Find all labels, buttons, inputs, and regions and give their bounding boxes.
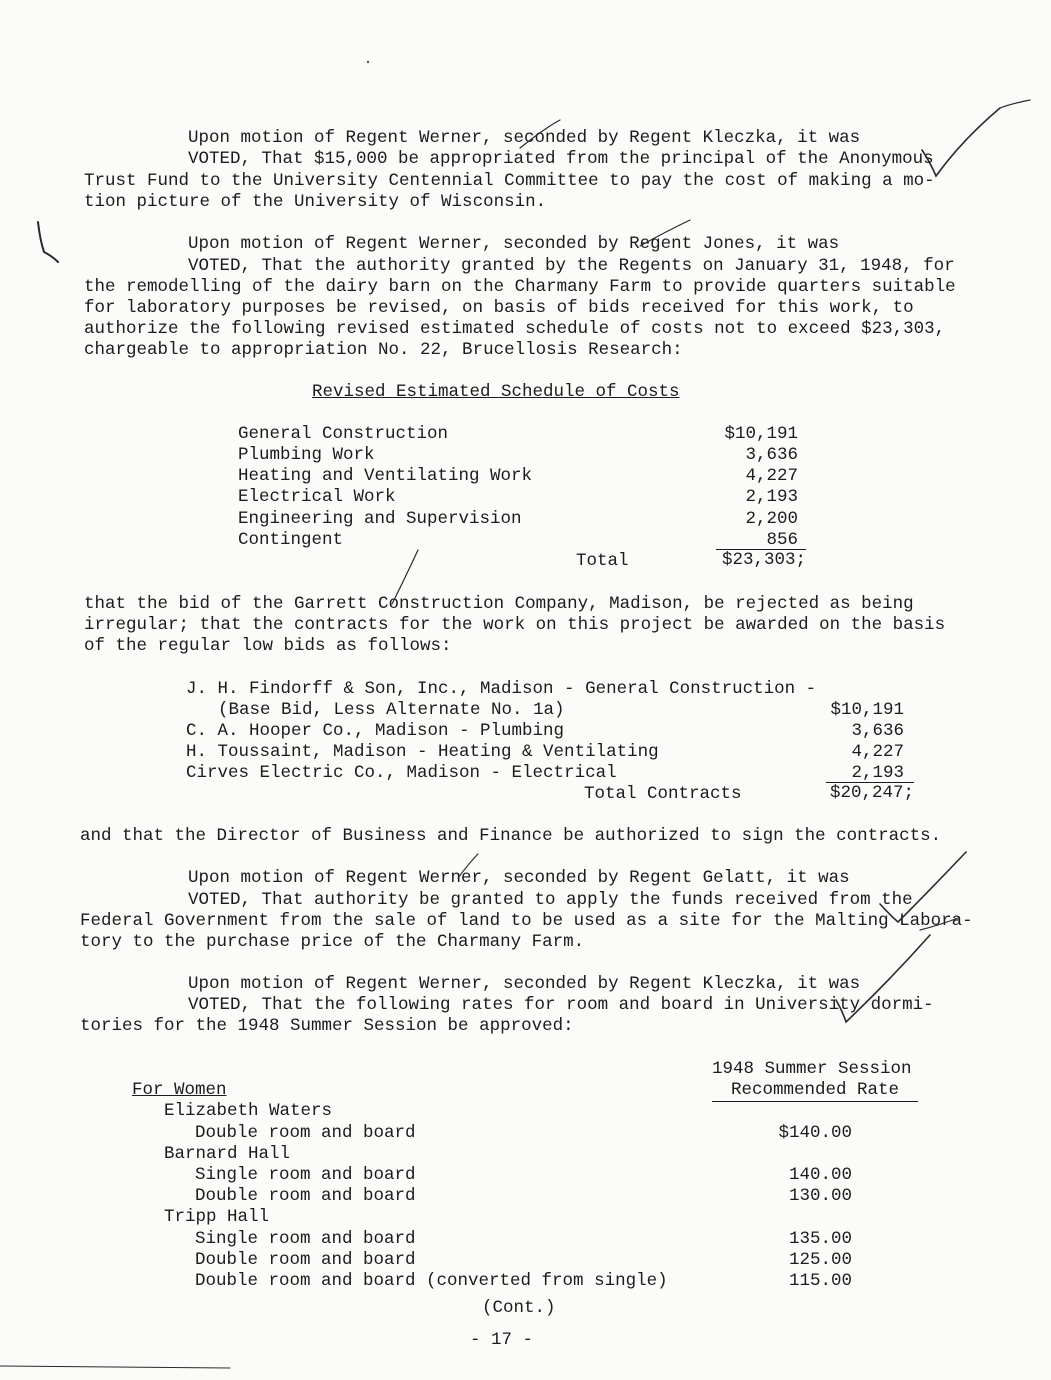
schedule-item-amount: 856 — [766, 530, 798, 550]
scan-speck-icon — [367, 61, 369, 63]
check-mark-icon — [880, 852, 966, 922]
check-mark-icon — [836, 935, 930, 1022]
p5-intro: Upon motion of Regent Werner, seconded by Regent Kleczka, it was — [188, 974, 861, 994]
schedule-item-label: Plumbing Work — [238, 445, 375, 465]
schedule-item-amount: 2,200 — [745, 509, 798, 529]
schedule-total-amount: $23,303; — [716, 549, 806, 571]
schedule-item-label: Electrical Work — [238, 487, 396, 507]
rate-row-label: Single room and board — [195, 1229, 416, 1249]
contract-item-label: C. A. Hooper Co., Madison - Plumbing — [186, 721, 565, 741]
p4-intro: Upon motion of Regent Werner, seconded by Regent Gelatt, it was — [188, 868, 850, 888]
pen-stroke-icon — [520, 120, 560, 148]
rate-row-label: Double room and board — [195, 1250, 416, 1270]
p2-line-5: chargeable to appropriation No. 22, Brucellosis Research: — [84, 340, 683, 360]
contract-item-amount: 2,193 — [851, 763, 904, 783]
contract-item-label: (Base Bid, Less Alternate No. 1a) — [218, 700, 565, 720]
rates-col-header-2: Recommended Rate — [712, 1080, 918, 1102]
schedule-total-label: Total — [576, 551, 629, 571]
p5-line-1: VOTED, That the following rates for room and board in University dormi- — [188, 995, 934, 1015]
contract-item-label: H. Toussaint, Madison - Heating & Ventilating — [186, 742, 659, 762]
p4-line-2: Federal Government from the sale of land to be used as a site for the Malting Labora- — [80, 911, 973, 931]
pen-stroke-icon — [392, 550, 418, 604]
rate-row-value: 135.00 — [788, 1229, 852, 1249]
p2-line-3: for laboratory purposes be revised, on basis of bids received for this work, to — [84, 298, 914, 318]
contract-item-amount: 3,636 — [851, 721, 904, 741]
p2-line-4: authorize the following revised estimated schedule of costs not to exceed $23,303, — [84, 319, 946, 339]
rate-row-label: Double room and board — [195, 1186, 416, 1206]
p2-line-1: VOTED, That the authority granted by the Regents on January 31, 1948, for — [188, 256, 955, 276]
schedule-item-amount: 3,636 — [745, 445, 798, 465]
p1-intro: Upon motion of Regent Werner, seconded by Regent Kleczka, it was — [188, 128, 861, 148]
schedule-item-label: Engineering and Supervision — [238, 509, 522, 529]
p1-line-1: VOTED, That $15,000 be appropriated from the principal of the Anonymous — [188, 149, 934, 169]
p1-line-2: Trust Fund to the University Centennial Committee to pay the cost of making a mo- — [84, 171, 935, 191]
p2-line-2: the remodelling of the dairy barn on the Charmany Farm to provide quarters suitable — [84, 277, 956, 297]
check-mark-icon — [38, 222, 58, 262]
continued-note: (Cont.) — [482, 1298, 556, 1318]
contract-item-label: J. H. Findorff & Son, Inc., Madison - General Construction - — [186, 679, 817, 699]
p3b-line: and that the Director of Business and Finance be authorized to sign the contracts. — [80, 826, 942, 846]
scan-edge-line-icon — [0, 1366, 230, 1368]
rate-row-label: Double room and board (converted from single) — [195, 1271, 668, 1291]
p1-line-3: tion picture of the University of Wisconsin. — [84, 192, 547, 212]
contracts-total-label: Total Contracts — [584, 784, 742, 804]
rate-row-value: 115.00 — [788, 1271, 852, 1291]
page-number: - 17 - — [470, 1330, 534, 1350]
contract-item-amount: $10,191 — [830, 700, 904, 720]
p5-line-2: tories for the 1948 Summer Session be approved: — [80, 1016, 574, 1036]
rate-row-value: 140.00 — [788, 1165, 852, 1185]
p3-line-1: that the bid of the Garrett Construction Company, Madison, be rejected as being — [84, 594, 914, 614]
schedule-item-label: Heating and Ventilating Work — [238, 466, 533, 486]
schedule-title: Revised Estimated Schedule of Costs — [312, 382, 680, 402]
schedule-item-amount: $10,191 — [724, 424, 798, 444]
rate-row-label: Double room and board — [195, 1123, 416, 1143]
pen-stroke-icon — [640, 220, 690, 246]
p4-line-3: tory to the purchase price of the Charmany Farm. — [80, 932, 585, 952]
p4-line-1: VOTED, That authority be granted to apply the funds received from the — [188, 890, 913, 910]
schedule-item-label: General Construction — [238, 424, 449, 444]
hall-name: Barnard Hall — [164, 1144, 291, 1164]
rates-col-header-1: 1948 Summer Session — [712, 1059, 912, 1079]
rates-section-heading: For Women — [132, 1080, 227, 1100]
contract-item-amount: 4,227 — [851, 742, 904, 762]
rate-row-value: 130.00 — [788, 1186, 852, 1206]
rate-row-value: $140.00 — [778, 1123, 852, 1143]
contracts-total-amount: $20,247; — [826, 782, 914, 804]
p3-line-3: of the regular low bids as follows: — [84, 636, 452, 656]
schedule-item-amount: 2,193 — [745, 487, 798, 507]
p2-intro: Upon motion of Regent Werner, seconded by Regent Jones, it was — [188, 234, 840, 254]
schedule-item-label: Contingent — [238, 530, 344, 550]
hall-name: Tripp Hall — [164, 1207, 270, 1227]
rate-row-label: Single room and board — [195, 1165, 416, 1185]
contract-item-label: Cirves Electric Co., Madison - Electrical — [186, 763, 617, 783]
hall-name: Elizabeth Waters — [164, 1101, 333, 1121]
pen-stroke-icon — [920, 918, 958, 930]
rate-row-value: 125.00 — [788, 1250, 852, 1270]
check-mark-icon — [922, 100, 1030, 176]
pen-stroke-icon — [458, 854, 478, 878]
schedule-item-amount: 4,227 — [745, 466, 798, 486]
p3-line-2: irregular; that the contracts for the work on this project be awarded on the basis — [84, 615, 946, 635]
